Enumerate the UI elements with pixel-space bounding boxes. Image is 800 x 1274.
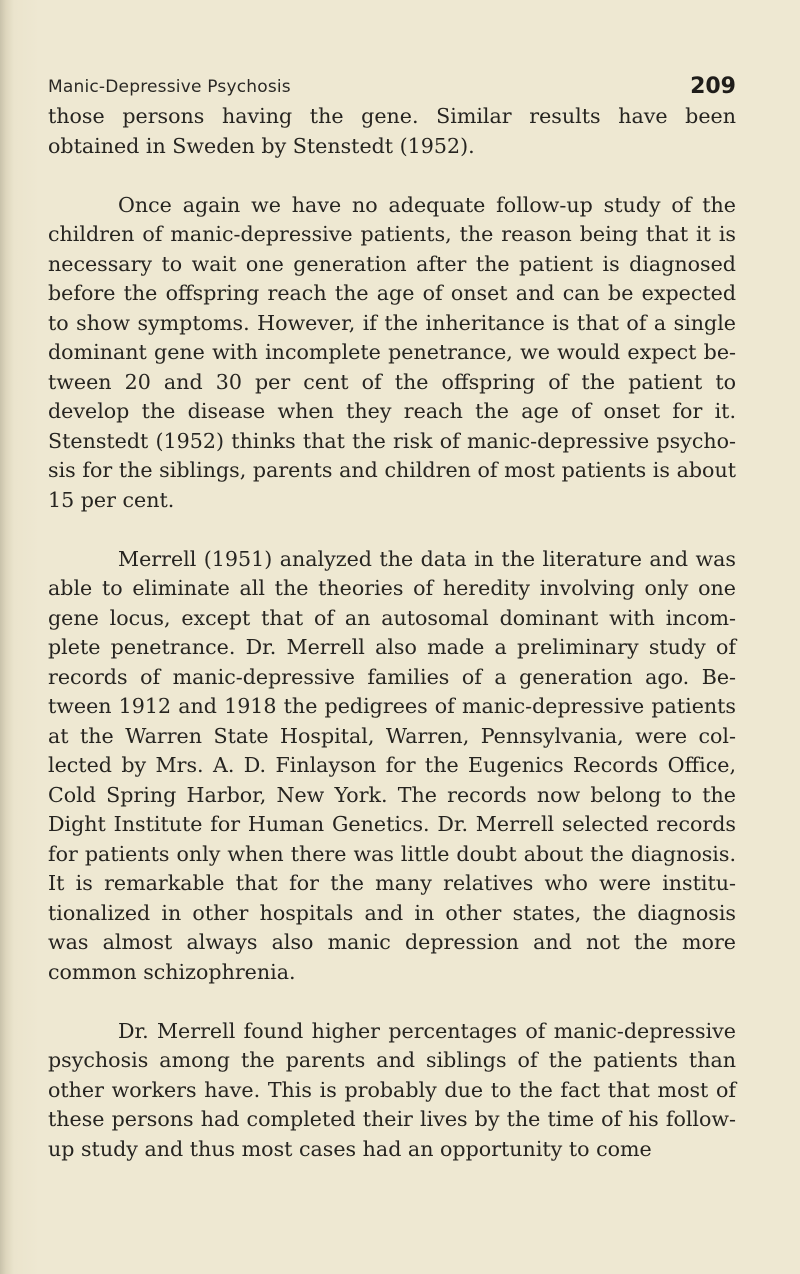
paragraph-offspring-risk: Once again we have no adequate follow-up study of the children of manic-depressive patients, the reason being that it is necessary to wait one generation after the patient is diagnosed before the offspring reach the age of onset and can be expected to show symptoms. However, if the inheritance is that of a single dominant gene with incomplete penetrance, we would expect between 20 and 30 per cent of the offspring of the patient to develop the disease when they reach the age of onset for it. Stenstedt (1952) thinks that the risk of manic-depressive psychosis for the siblings, parents and children of most patients is about 15 per cent.	[48, 192, 736, 512]
running-head: Manic-Depressive Psychosis	[48, 77, 291, 97]
paragraph-merrell-analysis: Merrell (1951) analyzed the data in the literature and was able to eliminate all the theories of heredity involving only one gene locus, except that of an autosomal dominant with incomplete penetrance. Dr. Merrell also made a preliminary study of records of manic-depressive families of a generation ago. Between 1912 and 1918 the pedigrees of manic-depressive patients at the Warren State Hospital, Warren, Pennsylvania, were collected by Mrs. A. D. Finlayson for the Eugenics Records Office, Cold Spring Harbor, New York. The records now belong to the Dight Institute for Human Genetics. Dr. Merrell selected records for patients only when there was little doubt about the diagnosis. It is remarkable that for the many relatives who were institutionalized in other hospitals and in other states, the diagnosis was almost always also manic depression and not the more common schizophrenia.	[48, 546, 736, 984]
page-number: 209	[690, 74, 736, 99]
paragraph-merrell-findings: Dr. Merrell found higher percentages of manic-depressive psychosis among the parents and siblings of the patients than other workers have. This is probably due to the fact that most of these persons had completed their lives by the time of his follow-up study and thus most cases had an opportunity to come	[48, 1018, 736, 1161]
paragraph-continuation: those persons having the gene. Similar results have been obtained in Sweden by Stenstedt (1952).	[48, 104, 736, 158]
page-header	[48, 74, 736, 102]
body-text	[48, 102, 736, 1194]
